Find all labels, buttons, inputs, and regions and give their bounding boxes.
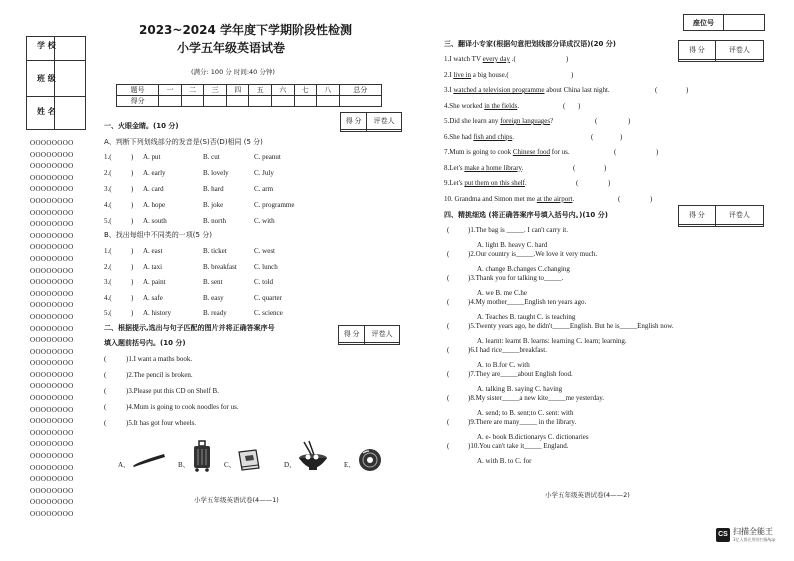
answer-bracket-close: )	[620, 132, 623, 141]
translation-item	[444, 180, 527, 187]
score-cell[interactable]	[339, 343, 365, 345]
sentence-text: .(	[510, 55, 516, 63]
underlined-phrase: Chinese food	[512, 148, 550, 156]
option-b: B. north	[203, 217, 226, 225]
answer-options: A. e- book B.dictionarys C. dictionaries	[477, 433, 589, 441]
answer-bracket-open[interactable]: (	[655, 86, 658, 94]
pic-label-a: A、	[118, 461, 131, 469]
answer-bracket-close: )	[686, 86, 689, 94]
answer-options: A. talking B. saying C. having	[477, 385, 563, 393]
bubble-row: OOOOOOOO	[30, 324, 74, 333]
score-cell[interactable]	[204, 96, 227, 107]
item-number: 1.(	[104, 247, 112, 255]
translation-item	[444, 196, 574, 203]
book-icon	[236, 448, 262, 472]
answer-bracket-open[interactable]: (	[576, 179, 579, 187]
option-b: B. hard	[203, 185, 224, 193]
sentence-text: 7.Mum is going to cook	[444, 148, 513, 156]
option-a: A. history	[143, 309, 171, 317]
score-table-header: 总分	[339, 85, 381, 96]
item-number: 1.(	[104, 153, 112, 161]
translation-item	[444, 149, 570, 156]
item-number: 2.(	[104, 262, 112, 271]
answer-bracket-open[interactable]: (	[447, 394, 450, 402]
score-cell[interactable]	[226, 96, 249, 107]
bubble-row: OOOOOOOO	[30, 463, 74, 472]
score-cell[interactable]	[181, 96, 204, 107]
question-text: )2.Our country is_____.We love it very much.	[468, 250, 598, 258]
underlined-phrase: watched a television programme	[453, 86, 545, 94]
score-label: 得 分	[339, 326, 365, 343]
grader-cell[interactable]	[367, 130, 402, 132]
part1-secA-heading: A、判断下列划线部分的发音是(S)否(D)相同 (5 分)	[104, 138, 263, 146]
answer-options: A. Teaches B. taught C. is teaching	[477, 313, 576, 321]
page-title: 2023~2024 学年度下学期阶段性检测	[139, 23, 353, 37]
bubble-row: OOOOOOOO	[30, 498, 74, 507]
cd-icon	[357, 447, 383, 473]
bubble-row: OOOOOOOO	[30, 150, 74, 159]
answer-bracket-open[interactable]: (	[104, 403, 107, 411]
question-text: )8.My sister_____a new kite_____me yesterday.	[468, 394, 605, 402]
school-label: 学 校	[37, 41, 56, 50]
option-a: A. hope	[143, 201, 166, 209]
bubble-row: OOOOOOOO	[30, 336, 74, 345]
question-text: )10.You can't take it_____ England.	[468, 442, 569, 450]
underlined-phrase: fish and chips	[473, 132, 513, 141]
translation-item	[444, 72, 509, 79]
option-b: B. cut	[203, 153, 220, 161]
item-number: 3.(	[104, 278, 112, 286]
match-sentence: )2.The pencil is broken.	[126, 371, 193, 379]
scanner-tagline: 3亿人都在用的扫描App	[733, 537, 776, 542]
question-text: )5.Twenty years ago, he didn't_____English. But he is_____English now.	[468, 322, 674, 330]
option-c: C. peanut	[254, 153, 281, 161]
option-a: A. put	[143, 153, 161, 161]
answer-bracket-open[interactable]: (	[447, 346, 450, 354]
bubble-row: OOOOOOOO	[30, 452, 74, 461]
seat-number-box	[683, 14, 765, 31]
sentence-text: 10. Grandma and Simon met me	[444, 194, 537, 203]
answer-bracket-close: )	[628, 117, 631, 125]
answer-bracket-open[interactable]: (	[614, 148, 617, 156]
answer-bracket-open[interactable]: (	[447, 442, 450, 450]
answer-options: A. light B. heavy C. hard	[477, 241, 548, 249]
seat-label: 座位号	[684, 15, 724, 31]
bubble-row: OOOOOOOO	[30, 278, 74, 287]
part1-heading: 一、火眼金睛。(10 分)	[104, 122, 179, 130]
bubble-row: OOOOOOOO	[30, 405, 74, 414]
bubble-row: OOOOOOOO	[30, 196, 74, 205]
option-b: B. ticket	[203, 247, 227, 255]
pic-label-c: C、	[224, 461, 236, 469]
sentence-text: 9.Let's	[444, 179, 465, 187]
answer-bracket-close: )	[578, 101, 581, 110]
page-subtitle: 小学五年级英语试卷	[177, 41, 286, 55]
score-cell[interactable]	[339, 96, 381, 107]
option-c: C. lunch	[254, 262, 278, 271]
score-table	[116, 84, 382, 107]
part2-heading-line1: 二、根据提示,选出与句子匹配的图片并将正确答案序号	[104, 324, 275, 332]
translation-item	[444, 134, 514, 141]
bracket-close: )	[131, 293, 134, 302]
option-a: A. card	[143, 185, 164, 193]
answer-bracket-open[interactable]: (	[595, 117, 598, 125]
option-b: B. sent	[203, 278, 223, 286]
match-sentence: )3.Please put this CD on Shelf B.	[126, 387, 219, 395]
pic-label-b: B、	[178, 461, 190, 469]
sentence-text: .	[512, 132, 514, 141]
score-label: 得 分	[679, 41, 716, 60]
score-label: 得 分	[679, 206, 716, 225]
score-table-header: 一	[159, 85, 182, 96]
answer-bracket-close: )	[604, 163, 607, 172]
option-b: B. easy	[203, 293, 224, 302]
answer-bracket-close: )	[656, 148, 659, 156]
score-cell[interactable]	[341, 130, 367, 132]
match-sentence: )1.I want a maths book.	[126, 355, 193, 363]
item-number: 4.(	[104, 293, 112, 302]
bubble-row: OOOOOOOO	[30, 208, 74, 217]
option-a: A. safe	[143, 293, 163, 302]
answer-options: A. send; to B. sent;to C. sent: with	[477, 409, 574, 417]
option-c: C. July	[254, 169, 274, 177]
score-box-part4	[678, 205, 764, 227]
option-a: A. south	[143, 217, 167, 225]
item-number: 4.(	[104, 201, 112, 209]
bubble-row: OOOOOOOO	[30, 312, 74, 321]
bracket-close: )	[131, 247, 134, 255]
translation-item	[444, 87, 610, 94]
answer-bracket-open[interactable]: (	[447, 250, 450, 258]
score-cell[interactable]	[317, 96, 340, 107]
bubble-row: OOOOOOOO	[30, 243, 74, 252]
score-cell[interactable]	[272, 96, 295, 107]
grader-cell[interactable]	[365, 343, 400, 345]
translation-item	[444, 165, 523, 172]
option-b: B. joke	[203, 201, 224, 209]
footer-right: 小学五年级英语试卷(4——2)	[545, 491, 630, 499]
answer-bracket-open[interactable]: (	[104, 387, 107, 395]
bubble-row: OOOOOOOO	[30, 347, 74, 356]
item-number: 3.(	[104, 185, 112, 193]
answer-options: A. change B.changes C.changing	[477, 265, 570, 273]
bracket-close: )	[131, 217, 134, 225]
underlined-phrase: live in	[453, 70, 472, 79]
bubble-row: OOOOOOOO	[30, 231, 74, 240]
sentence-text: .	[521, 163, 524, 172]
answer-bracket-open[interactable]: (	[591, 132, 594, 141]
sentence-text: 6.She had	[444, 132, 474, 141]
sentence-text: about China last night.	[544, 86, 610, 94]
bubble-row: OOOOOOOO	[30, 382, 74, 391]
underlined-phrase: every day	[482, 55, 511, 63]
grader-label: 评卷人	[715, 41, 763, 60]
sentence-text: 8.Let's	[444, 163, 465, 172]
item-number: 5.(	[104, 309, 112, 317]
pic-label-e: E、	[344, 461, 356, 469]
bubble-row: OOOOOOOO	[30, 266, 74, 275]
bubble-row: OOOOOOOO	[30, 440, 74, 449]
sentence-text: 5.Did she learn any	[444, 117, 501, 125]
score-table-header: 二	[181, 85, 204, 96]
grader-cell[interactable]	[715, 60, 763, 62]
answer-bracket-open[interactable]: (	[618, 194, 621, 203]
score-cell[interactable]	[249, 96, 272, 107]
option-a: A. early	[143, 169, 166, 177]
answer-bracket-open[interactable]: (	[104, 371, 107, 379]
bubble-row: OOOOOOOO	[30, 370, 74, 379]
answer-bracket-open[interactable]: (	[563, 101, 566, 110]
answer-bracket-open[interactable]: (	[447, 274, 450, 282]
question-text: )9.There are many_____ in the library.	[468, 418, 577, 426]
option-a: A. paint	[143, 278, 166, 286]
bubble-row: OOOOOOOO	[30, 185, 74, 194]
bracket-close: )	[131, 262, 134, 271]
score-cell[interactable]	[679, 60, 716, 62]
bubble-row: OOOOOOOO	[30, 417, 74, 426]
score-table-header: 题号	[117, 85, 159, 96]
sentence-text: 4.She worked	[444, 101, 485, 110]
sentence-text: .	[525, 179, 527, 187]
sentence-text: 1.I watch TV	[444, 55, 483, 63]
class-label: 班 级	[37, 74, 56, 83]
item-number: 5.(	[104, 217, 112, 225]
grader-label: 评卷人	[715, 206, 763, 225]
option-b: B. lovely	[203, 169, 229, 177]
bubble-row: OOOOOOOO	[30, 359, 74, 368]
answer-bracket-close: )	[571, 70, 574, 79]
underlined-phrase: make a home library	[464, 163, 522, 172]
sentence-text: for us.	[549, 148, 570, 156]
option-a: A. east	[143, 247, 163, 255]
score-table-header: 七	[294, 85, 317, 96]
score-box-part1	[340, 112, 402, 132]
suitcase-icon	[192, 440, 212, 472]
translation-item	[444, 103, 519, 110]
bubble-row: OOOOOOOO	[30, 510, 74, 518]
underlined-phrase: put them on this shelf	[464, 179, 525, 187]
answer-bracket-open[interactable]: (	[104, 355, 107, 363]
bubble-row: OOOOOOOO	[30, 428, 74, 437]
option-c: C. programme	[254, 201, 295, 209]
score-label: 得 分	[341, 113, 367, 130]
bubble-row: OOOOOOOO	[30, 289, 74, 298]
sentence-text: .	[517, 101, 520, 110]
sentence-text: 3.I	[444, 86, 454, 94]
underlined-phrase: at the airport	[536, 194, 573, 203]
pencil-icon	[131, 452, 167, 468]
answer-options: A. with B. to C. for	[477, 457, 532, 465]
question-text: )6.I had rice_____breakfast.	[468, 346, 547, 354]
bracket-close: )	[131, 278, 134, 286]
option-c: C. west	[254, 247, 275, 255]
answer-options: A. to B.for C. with	[477, 361, 530, 369]
bubble-row: OOOOOOOO	[30, 301, 74, 310]
grader-label: 评卷人	[367, 113, 402, 130]
score-table-header: 四	[226, 85, 249, 96]
answer-options: A. learnt: learnt B. learns: learning C. learn; learning.	[477, 337, 627, 345]
score-cell[interactable]	[294, 96, 317, 107]
sentence-text: a big house.(	[471, 70, 509, 79]
match-sentence: )5.It has got four wheels.	[126, 419, 196, 427]
part4-heading: 四、精挑细选 (将正确答案序号填入括号内。)(10 分)	[444, 211, 608, 219]
part3-heading: 三、翻译小专家(根据句意把划线部分译成汉语)(20 分)	[444, 40, 616, 48]
score-table-header: 六	[272, 85, 295, 96]
question-text: )1.The bag is _____. I can't carry it.	[468, 226, 569, 234]
bracket-close: )	[131, 169, 134, 177]
scanner-watermark	[716, 528, 775, 542]
score-table-header: 五	[249, 85, 272, 96]
option-c: C. with	[254, 217, 275, 225]
bubble-row: OOOOOOOO	[30, 254, 74, 263]
score-cell[interactable]	[159, 96, 182, 107]
option-c: C. arm	[254, 185, 274, 193]
grader-label: 评卷人	[365, 326, 400, 343]
answer-options: A. we B. me C.he	[477, 289, 527, 297]
answer-bracket-open[interactable]: (	[573, 163, 576, 172]
option-c: C. quarter	[254, 293, 282, 302]
option-b: B. ready	[203, 309, 227, 317]
answer-bracket-open[interactable]: (	[104, 419, 107, 427]
bubble-row: OOOOOOOO	[30, 220, 74, 229]
answer-bracket-open[interactable]: (	[447, 322, 450, 330]
footer-left: 小学五年级英语试卷(4——1)	[194, 496, 279, 504]
exam-meta: (满分: 100 分 时间:40 分钟)	[191, 68, 275, 76]
answer-bracket-open[interactable]: (	[447, 418, 450, 426]
part1-secB-heading: B、找出每组中不同类的一项(5 分)	[104, 231, 212, 239]
question-text: )7.They are_____about English food.	[468, 370, 573, 378]
noodles-bowl-icon	[296, 440, 330, 472]
option-c: C. science	[254, 309, 283, 317]
part2-heading-line2: 填入题前括号内。(10 分)	[104, 339, 186, 347]
translation-item	[444, 118, 553, 125]
bracket-close: )	[131, 153, 134, 161]
option-c: C. told	[254, 278, 274, 286]
answer-bracket-close: )	[566, 55, 569, 63]
pic-label-d: D、	[284, 461, 297, 469]
score-box-part2	[338, 325, 400, 345]
question-text: )3.Thank you for talking to_____.	[468, 274, 564, 282]
bubble-row: OOOOOOOO	[30, 162, 74, 171]
bracket-close: )	[131, 201, 134, 209]
score-table-header: 八	[317, 85, 340, 96]
match-sentence: )4.Mum is going to cook noodles for us.	[126, 403, 239, 411]
underlined-phrase: foreign languages	[500, 117, 551, 125]
item-number: 2.(	[104, 169, 112, 177]
name-label: 姓 名	[37, 107, 56, 116]
bracket-close: )	[131, 185, 134, 193]
sentence-text: ?	[550, 117, 554, 125]
bubble-row: OOOOOOOO	[30, 475, 74, 484]
seat-input[interactable]	[724, 15, 765, 31]
bubble-row: OOOOOOOO	[30, 173, 74, 182]
grader-cell[interactable]	[715, 225, 763, 227]
score-table-header: 三	[204, 85, 227, 96]
bubble-row: OOOOOOOO	[30, 486, 74, 495]
score-box-part3	[678, 40, 764, 62]
student-info-box	[26, 36, 86, 130]
bubble-row: OOOOOOOO	[30, 139, 74, 147]
question-text: )4.My mother_____English ten years ago.	[468, 298, 587, 306]
answer-bubble-column	[30, 138, 90, 521]
score-row-label: 得分	[117, 96, 159, 107]
translation-item	[444, 56, 516, 63]
score-cell[interactable]	[679, 225, 716, 227]
option-b: B. breakfast	[203, 262, 237, 271]
answer-bracket-open[interactable]: (	[447, 370, 450, 378]
answer-bracket-open[interactable]: (	[447, 298, 450, 306]
scanner-logo: CS	[716, 528, 730, 542]
sentence-text: .	[572, 194, 575, 203]
sentence-text: 2.I	[444, 70, 454, 79]
scanner-name: 扫描全能王	[733, 527, 773, 536]
answer-bracket-close: )	[608, 179, 611, 187]
answer-bracket-close: )	[650, 194, 653, 203]
option-a: A. taxi	[143, 262, 163, 271]
answer-bracket-open[interactable]: (	[447, 226, 450, 234]
underlined-phrase: in the fields	[484, 101, 518, 110]
bracket-close: )	[131, 309, 134, 317]
bubble-row: OOOOOOOO	[30, 394, 74, 403]
